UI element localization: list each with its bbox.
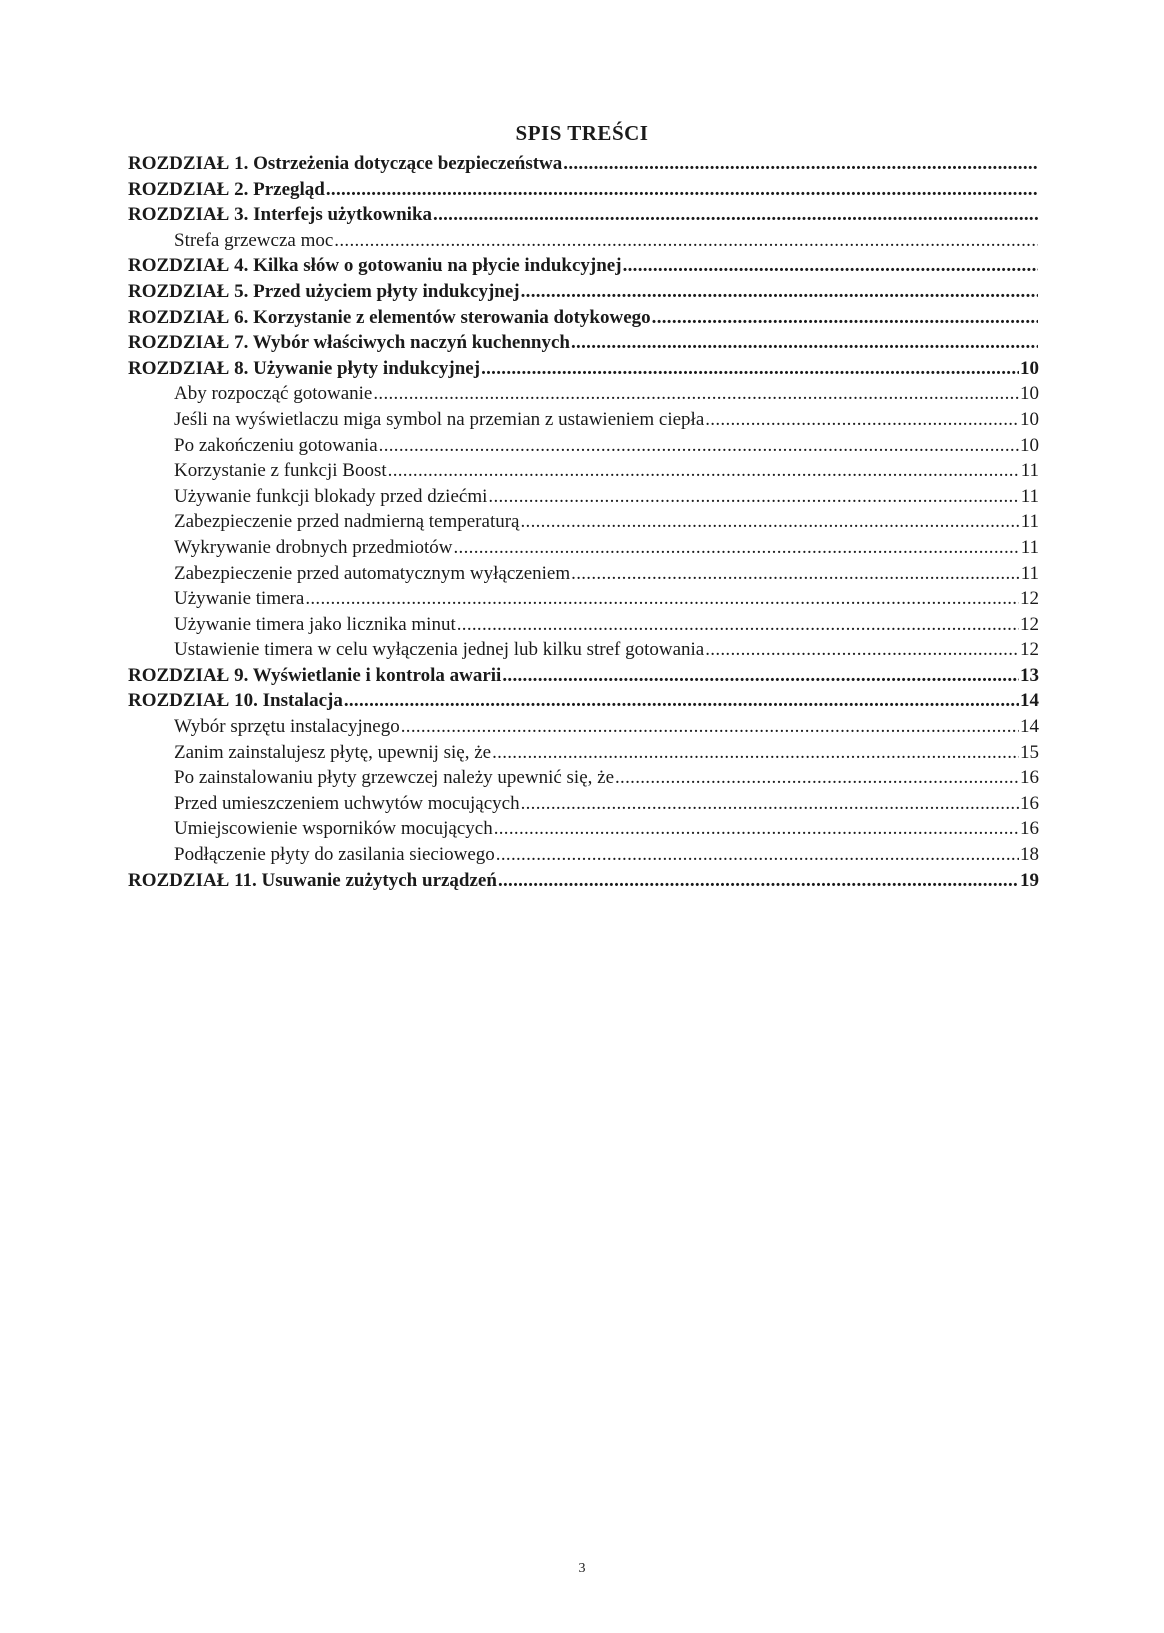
- toc-section-entry[interactable]: [128, 228, 1039, 254]
- toc-dot-leader: [571, 330, 1038, 356]
- toc-entry-label: ROZDZIAŁ 3. Interfejs użytkownika: [128, 204, 433, 226]
- toc-section-entry[interactable]: [128, 458, 1039, 484]
- toc-entry-page: 12: [1020, 613, 1039, 635]
- toc-dot-leader: [521, 791, 1019, 817]
- toc-chapter-entry[interactable]: [128, 305, 1039, 331]
- toc-entry-page: 10: [1020, 357, 1039, 379]
- toc-dot-leader: [498, 868, 1019, 894]
- toc-section-entry[interactable]: [128, 637, 1039, 663]
- toc-entry-label: Zanim zainstalujesz płytę, upewnij się, że: [174, 741, 492, 763]
- toc-entry-page: 12: [1020, 588, 1039, 610]
- toc-entry-page: 11: [1020, 511, 1039, 533]
- toc-section-entry[interactable]: [128, 816, 1039, 842]
- toc-chapter-entry[interactable]: [128, 356, 1039, 382]
- toc-entry-label: Używanie timera: [174, 588, 305, 610]
- toc-entry-page: 10: [1020, 434, 1039, 456]
- toc-entry-label: Używanie funkcji blokady przed dziećmi: [174, 485, 488, 507]
- toc-dot-leader: [494, 816, 1019, 842]
- toc-entry-page: 18: [1020, 844, 1039, 866]
- toc-dot-leader: [401, 714, 1019, 740]
- toc-entry-label: ROZDZIAŁ 6. Korzystanie z elementów sterowania dotykowego: [128, 306, 651, 328]
- toc-section-entry[interactable]: [128, 714, 1039, 740]
- toc-entry-label: Zabezpieczenie przed nadmierną temperaturą: [174, 511, 520, 533]
- toc-dot-leader: [388, 458, 1020, 484]
- toc-entry-page: 15: [1020, 741, 1039, 763]
- toc-dot-leader: [623, 253, 1038, 279]
- toc-entry-page: 10: [1020, 383, 1039, 405]
- toc-entry-page: 16: [1020, 767, 1039, 789]
- toc-chapter-entry[interactable]: [128, 151, 1039, 177]
- toc-entry-page: 11: [1020, 485, 1039, 507]
- toc-section-entry[interactable]: [128, 842, 1039, 868]
- toc-entry-label: Używanie timera jako licznika minut: [174, 613, 456, 635]
- toc-dot-leader: [373, 381, 1019, 407]
- toc-dot-leader: [705, 637, 1019, 663]
- toc-section-entry[interactable]: [128, 484, 1039, 510]
- toc-entry-label: ROZDZIAŁ 9. Wyświetlanie i kontrola awarii: [128, 664, 502, 686]
- toc-dot-leader: [705, 407, 1019, 433]
- toc-section-entry[interactable]: [128, 509, 1039, 535]
- toc-dot-leader: [492, 740, 1019, 766]
- toc-chapter-entry[interactable]: [128, 279, 1039, 305]
- toc-dot-leader: [563, 151, 1038, 177]
- page-number: 3: [578, 1561, 586, 1576]
- toc-dot-leader: [433, 202, 1038, 228]
- toc-chapter-entry[interactable]: [128, 663, 1039, 689]
- toc-dot-leader: [502, 663, 1019, 689]
- toc-entry-label: Aby rozpocząć gotowanie: [174, 383, 373, 405]
- toc-section-entry[interactable]: [128, 791, 1039, 817]
- toc-dot-leader: [652, 305, 1038, 331]
- toc-dot-leader: [496, 842, 1019, 868]
- toc-entry-label: Umiejscowienie wsporników mocujących: [174, 818, 493, 840]
- toc-entry-label: Ustawienie timera w celu wyłączenia jednej lub kilku stref gotowania: [174, 639, 705, 661]
- toc-dot-leader: [481, 356, 1019, 382]
- toc-section-entry[interactable]: [128, 740, 1039, 766]
- toc-dot-leader: [521, 279, 1038, 305]
- toc-entry-label: Po zainstalowaniu płyty grzewczej należy upewnić się, że: [174, 767, 614, 789]
- toc-entry-label: ROZDZIAŁ 1. Ostrzeżenia dotyczące bezpieczeństwa: [128, 153, 563, 174]
- toc-dot-leader: [615, 765, 1019, 791]
- toc-entry-label: Zabezpieczenie przed automatycznym wyłączeniem: [174, 562, 571, 584]
- toc-entry-page: 16: [1020, 792, 1039, 814]
- toc-dot-leader: [457, 612, 1019, 638]
- toc-entry-label: ROZDZIAŁ 8. Używanie płyty indukcyjnej: [128, 357, 481, 379]
- toc-title: SPIS TREŚCI: [515, 121, 649, 145]
- toc-entry-page: 11: [1020, 536, 1039, 558]
- toc-entry-label: Wykrywanie drobnych przedmiotów: [174, 536, 453, 558]
- toc-section-entry[interactable]: [128, 381, 1039, 407]
- toc-chapter-entry[interactable]: [128, 177, 1039, 203]
- toc-entry-page: 14: [1020, 716, 1039, 738]
- toc-entry-label: ROZDZIAŁ 2. Przegląd: [128, 178, 325, 200]
- toc-entry-page: 14: [1020, 690, 1039, 712]
- toc-entry-page: 16: [1020, 818, 1039, 840]
- toc-section-entry[interactable]: [128, 407, 1039, 433]
- toc-entry-page: 13: [1020, 664, 1039, 686]
- toc-section-entry[interactable]: [128, 561, 1039, 587]
- toc-entry-label: Po zakończeniu gotowania: [174, 434, 378, 456]
- toc-dot-leader: [305, 586, 1019, 612]
- toc-entry-page: 19: [1020, 869, 1039, 891]
- toc-entry-label: Podłączenie płyty do zasilania sieciowego: [174, 844, 495, 866]
- toc-section-entry[interactable]: [128, 586, 1039, 612]
- toc-section-entry[interactable]: [128, 612, 1039, 638]
- toc-dot-leader: [344, 688, 1019, 714]
- toc-dot-leader: [454, 535, 1020, 561]
- toc-section-entry[interactable]: [128, 433, 1039, 459]
- toc-section-entry[interactable]: [128, 765, 1039, 791]
- toc-chapter-entry[interactable]: [128, 253, 1039, 279]
- toc-entry-label: Wybór sprzętu instalacyjnego: [174, 716, 400, 738]
- toc-dot-leader: [379, 433, 1019, 459]
- toc-entry-page: 12: [1020, 639, 1039, 661]
- toc-dot-leader: [326, 177, 1038, 203]
- toc-dot-leader: [488, 484, 1019, 510]
- toc-entry-label: Przed umieszczeniem uchwytów mocujących: [174, 792, 520, 814]
- toc-entry-page: 10: [1020, 408, 1039, 430]
- toc-entry-label: Korzystanie z funkcji Boost: [174, 460, 387, 482]
- toc-entry-label: Jeśli na wyświetlaczu miga symbol na przemian z ustawieniem ciepła: [174, 408, 705, 430]
- toc-dot-leader: [334, 228, 1038, 254]
- toc-entry-label: Strefa grzewcza moc: [174, 229, 334, 251]
- toc-chapter-entry[interactable]: [128, 202, 1039, 228]
- toc-entry-label: ROZDZIAŁ 10. Instalacja: [128, 690, 343, 712]
- toc-entry-label: ROZDZIAŁ 7. Wybór właściwych naczyń kuchennych: [128, 332, 570, 354]
- toc-entry-page: 11: [1020, 460, 1039, 482]
- toc-chapter-entry[interactable]: [128, 688, 1039, 714]
- toc-dot-leader: [520, 509, 1019, 535]
- toc-entry-label: ROZDZIAŁ 4. Kilka słów o gotowaniu na płycie indukcyjnej: [128, 255, 622, 277]
- table-of-contents: [128, 151, 1039, 893]
- toc-chapter-entry[interactable]: [128, 330, 1039, 356]
- toc-entry-page: 11: [1020, 562, 1039, 584]
- toc-entry-label: ROZDZIAŁ 11. Usuwanie zużytych urządzeń: [128, 869, 497, 891]
- toc-section-entry[interactable]: [128, 535, 1039, 561]
- toc-chapter-entry[interactable]: [128, 868, 1039, 894]
- toc-entry-label: ROZDZIAŁ 5. Przed użyciem płyty indukcyjnej: [128, 280, 520, 302]
- toc-dot-leader: [571, 561, 1020, 587]
